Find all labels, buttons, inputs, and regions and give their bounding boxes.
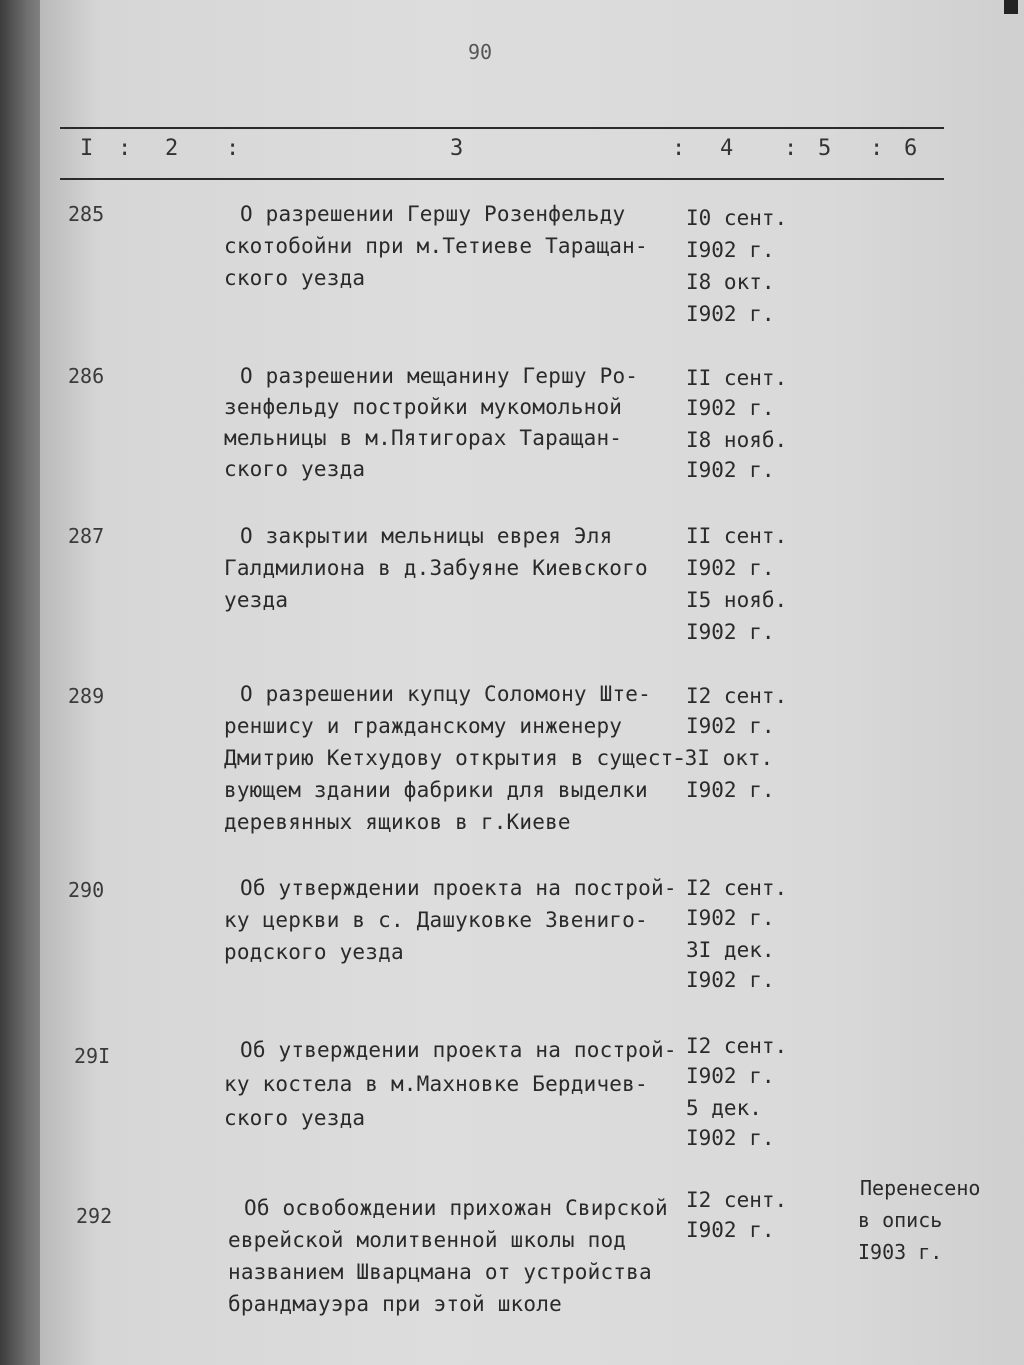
description-line: названием Шварцмана от устройства bbox=[228, 1260, 652, 1284]
description-line: реншису и гражданскому инженеру bbox=[224, 714, 623, 738]
description-line: вующем здании фабрики для выделки bbox=[224, 778, 648, 802]
entry-number: 29I bbox=[74, 1044, 111, 1068]
date-line: II сент. bbox=[686, 366, 788, 390]
date-line: -3I окт. bbox=[672, 746, 774, 770]
date-line: I902 г. bbox=[686, 458, 775, 482]
header-col-3: 3 bbox=[450, 136, 464, 161]
description-line: уезда bbox=[224, 588, 289, 612]
entry-number: 290 bbox=[68, 878, 105, 902]
description-line: мельницы в м.Пятигорах Таращан- bbox=[224, 426, 623, 450]
header-separator: : bbox=[784, 136, 798, 161]
header-rule-bottom bbox=[60, 178, 944, 180]
page-number: 90 bbox=[468, 40, 493, 64]
date-line: I2 сент. bbox=[686, 876, 788, 900]
date-line: I902 г. bbox=[686, 396, 775, 420]
description-line: деревянных ящиков в г.Киеве bbox=[224, 810, 571, 834]
description-line: О разрешении мещанину Гершу Ро- bbox=[240, 364, 639, 388]
date-line: I2 сент. bbox=[686, 1034, 788, 1058]
entry-number: 292 bbox=[76, 1204, 113, 1228]
description-line: О разрешении купцу Соломону Ште- bbox=[240, 682, 651, 706]
date-line: I902 г. bbox=[686, 1218, 775, 1242]
description-line: брандмауэра при этой школе bbox=[228, 1292, 562, 1316]
entry-number: 287 bbox=[68, 524, 105, 548]
header-col-6: 6 bbox=[904, 136, 918, 161]
description-line: родского уезда bbox=[224, 940, 404, 964]
date-line: I902 г. bbox=[686, 620, 775, 644]
remark-line: в опись bbox=[858, 1208, 943, 1232]
date-line: I902 г. bbox=[686, 906, 775, 930]
date-line: I5 нояб. bbox=[686, 588, 788, 612]
date-line: 3I дек. bbox=[686, 938, 775, 962]
date-line: I902 г. bbox=[686, 968, 775, 992]
header-separator: : bbox=[672, 136, 686, 161]
header-rule-top bbox=[60, 127, 944, 129]
header-col-4: 4 bbox=[720, 136, 734, 161]
description-line: Об утверждении проекта на построй- bbox=[240, 876, 677, 900]
remark-line: Перенесено bbox=[860, 1176, 981, 1200]
date-line: I8 окт. bbox=[686, 270, 775, 294]
entry-number: 286 bbox=[68, 364, 105, 388]
date-line: I902 г. bbox=[686, 1064, 775, 1088]
date-line: I2 сент. bbox=[686, 684, 788, 708]
date-line: I902 г. bbox=[686, 556, 775, 580]
date-line: I8 нояб. bbox=[686, 428, 788, 452]
header-col-5: 5 bbox=[818, 136, 832, 161]
description-line: ского уезда bbox=[224, 1106, 366, 1130]
description-line: Об утверждении проекта на построй- bbox=[240, 1038, 677, 1062]
date-line: I0 сент. bbox=[686, 206, 788, 230]
remark-line: I903 г. bbox=[858, 1240, 943, 1264]
date-line: I902 г. bbox=[686, 714, 775, 738]
date-line: 5 дек. bbox=[686, 1096, 762, 1120]
description-line: Дмитрию Кетхудову открытия в сущест- bbox=[224, 746, 687, 770]
description-line: зенфельду постройки мукомольной bbox=[224, 395, 623, 419]
description-line: О закрытии мельницы еврея Эля bbox=[240, 524, 613, 548]
description-line: О разрешении Гершу Розенфельду bbox=[240, 202, 626, 226]
date-line: I902 г. bbox=[686, 778, 775, 802]
entry-number: 289 bbox=[68, 684, 105, 708]
header-separator: : bbox=[226, 136, 240, 161]
entry-number: 285 bbox=[68, 202, 105, 226]
date-line: I902 г. bbox=[686, 1126, 775, 1150]
description-line: Галдмилиона в д.Забуяне Киевского bbox=[224, 556, 648, 580]
description-line: ку церкви в с. Дашуковке Звениго- bbox=[224, 908, 648, 932]
description-line: еврейской молитвенной школы под bbox=[228, 1228, 627, 1252]
description-line: ку костела в м.Махновке Бердичев- bbox=[224, 1072, 648, 1096]
date-line: I902 г. bbox=[686, 302, 775, 326]
header-col-2: 2 bbox=[165, 136, 179, 161]
date-line: I902 г. bbox=[686, 238, 775, 262]
description-line: ского уезда bbox=[224, 266, 366, 290]
description-line: ского уезда bbox=[224, 457, 366, 481]
description-line: скотобойни при м.Тетиеве Таращан- bbox=[224, 234, 648, 258]
header-separator: : bbox=[870, 136, 884, 161]
corner-mark bbox=[1004, 0, 1018, 14]
date-line: II сент. bbox=[686, 524, 788, 548]
header-col-1: I bbox=[80, 136, 94, 161]
date-line: I2 сент. bbox=[686, 1188, 788, 1212]
description-line: Об освобождении прихожан Свирской bbox=[244, 1196, 668, 1220]
header-separator: : bbox=[118, 136, 132, 161]
